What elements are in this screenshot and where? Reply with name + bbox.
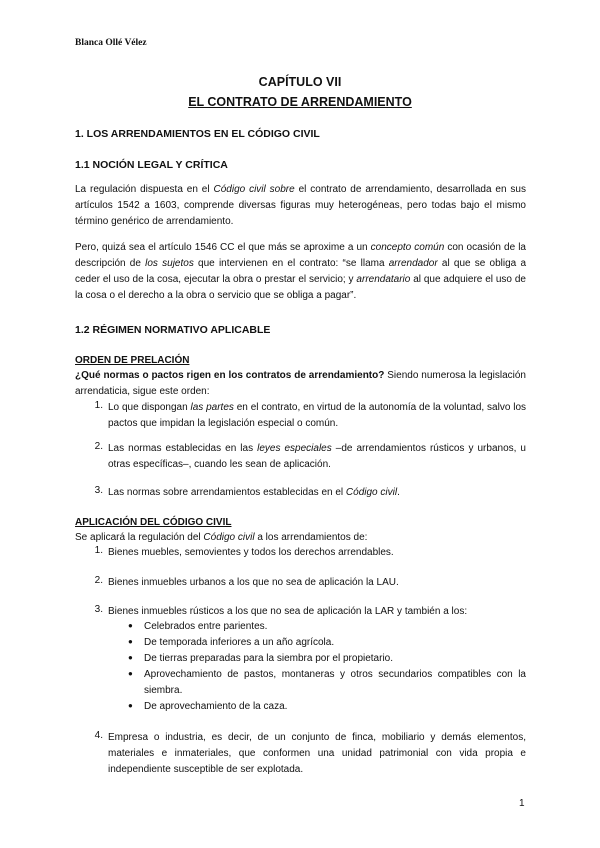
bullet-marker: ● [128,621,133,630]
page-number: 1 [519,798,525,809]
bullet-item: Celebrados entre parientes. [144,621,268,632]
chapter-title: EL CONTRATO DE ARRENDAMIENTO [188,95,412,109]
bullet-item: De temporada inferiores a un año agrícola. [144,637,335,648]
list-number: 3. [94,604,103,615]
bullet-marker: ● [128,669,133,678]
bullet-item: De tierras preparadas para la siembra por el propietario. [144,653,394,664]
list-item-aplicacion-4: Empresa o industria, es decir, de un conjunto de finca, mobiliario y demás elementos, materiales e inmateriales, que conformen una unidad patrimonial con vida propia e independiente susceptible de ser explotada. [108,732,526,775]
section-heading-1: 1. LOS ARRENDAMIENTOS EN EL CÓDIGO CIVIL [75,128,320,140]
section-heading-1-1: 1.1 NOCIÓN LEGAL Y CRÍTICA [75,159,228,171]
bullet-marker: ● [128,701,133,710]
list-item-aplicacion-3: Bienes inmuebles rústicos a los que no sea de aplicación la LAR y también a los: [108,606,468,617]
list-item-orden-3: Las normas sobre arrendamientos establecidas en el Código civil. [108,487,400,498]
list-item-aplicacion-2: Bienes inmuebles urbanos a los que no sea de aplicación la LAU. [108,577,399,588]
paragraph-aplicacion-intro: Se aplicará la regulación del Código civil a los arrendamientos de: [75,532,368,543]
subheading-orden-prelacion: ORDEN DE PRELACIÓN [75,355,190,366]
paragraph-orden-intro: ¿Qué normas o pactos rigen en los contratos de arrendamiento? Siendo numerosa la legislación arrendaticia, sigue este orden: [75,370,526,397]
list-number: 1. [94,400,103,411]
chapter-number: CAPÍTULO VII [258,75,342,89]
paragraph-nocion: La regulación dispuesta en el Código civil sobre el contrato de arrendamiento, desarrollada en sus artículos 1542 a 1603, comprende diversas figuras muy heterogéneas, pero todas bajo el mismo término genérico de arrendamiento. [75,184,526,227]
bullet-marker: ● [128,637,133,646]
list-number: 2. [94,575,103,586]
list-item-aplicacion-1: Bienes muebles, semovientes y todos los derechos arrendables. [108,547,394,558]
list-number: 1. [94,545,103,556]
section-heading-1-2: 1.2 RÉGIMEN NORMATIVO APLICABLE [75,324,271,336]
bullet-item: Aprovechamiento de pastos, montaneras y otros secundarios compatibles con la siembra. [144,669,526,696]
author-header: Blanca Ollé Vélez [75,38,147,48]
list-number: 3. [94,485,103,496]
list-item-orden-1: Lo que dispongan las partes en el contrato, en virtud de la autonomía de la voluntad, salvo los pactos que impidan la legislación especial o común. [108,402,527,429]
list-number: 2. [94,441,103,452]
bullet-marker: ● [128,653,133,662]
list-item-orden-2: Las normas establecidas en las leyes especiales –de arrendamientos rústicos y urbanos, u otras específicas–, cuando les sean de aplicación. [108,443,526,470]
list-number: 4. [94,730,103,741]
paragraph-articulo-1546: Pero, quizá sea el artículo 1546 CC el que más se aproxime a un concepto común con ocasión de la descripción de los sujetos que intervienen en el contrato: “se llama arrendador al que se obliga a ceder el uso de la cosa, ejecutar la obra o prestar el servicio; y arrendatario al que adquiere el uso de la cosa o el derecho a la obra o servicio que se obliga a pagar”. [75,242,527,301]
bullet-item: De aprovechamiento de la caza. [144,701,288,712]
subheading-aplicacion-codigo-civil: APLICACIÓN DEL CÓDIGO CIVIL [75,517,232,528]
